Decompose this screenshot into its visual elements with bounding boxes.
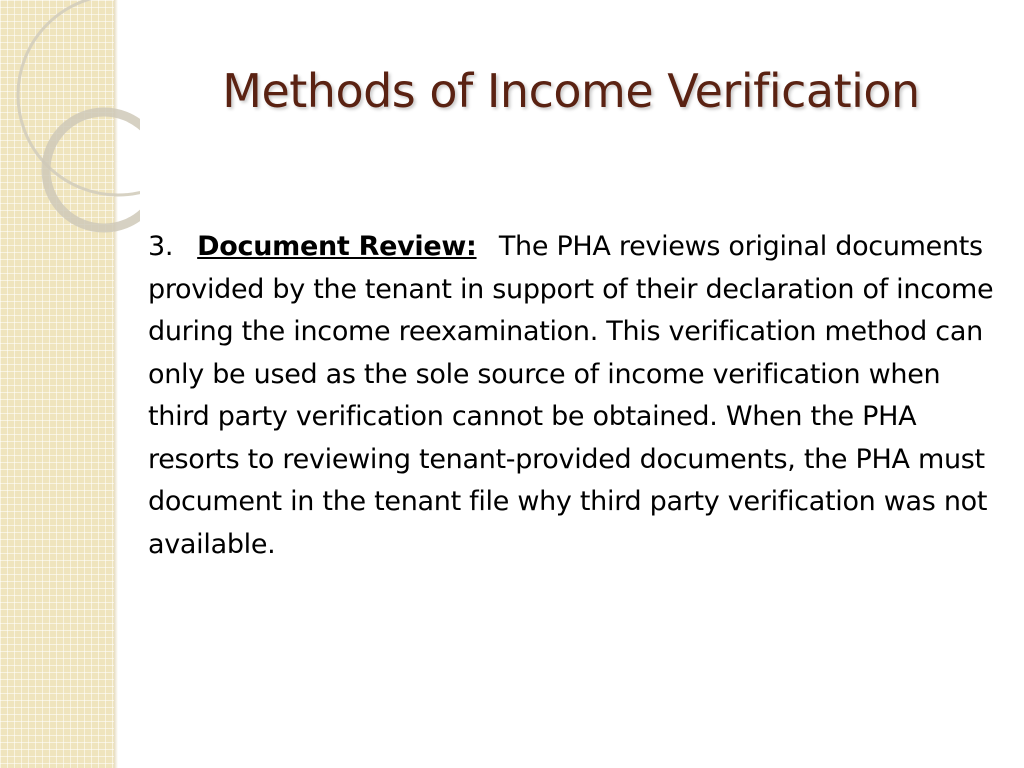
item-text: The PHA reviews original documents provided by the tenant in support of their declaration of income during the income reexamination. This verification method can only be used as the sole source of income verification when third party verification cannot be obtained. When the PHA resorts to reviewing tenant-provided documents, the PHA must document in the tenant file why third party verification was not available.	[148, 231, 994, 560]
item-heading: Document Review:	[197, 231, 477, 262]
small-ring	[46, 112, 140, 228]
decorative-rings	[0, 0, 140, 260]
item-number: 3.	[148, 231, 174, 262]
slide-body	[148, 226, 1008, 566]
slide-title: Methods of Income Verification	[222, 64, 920, 118]
